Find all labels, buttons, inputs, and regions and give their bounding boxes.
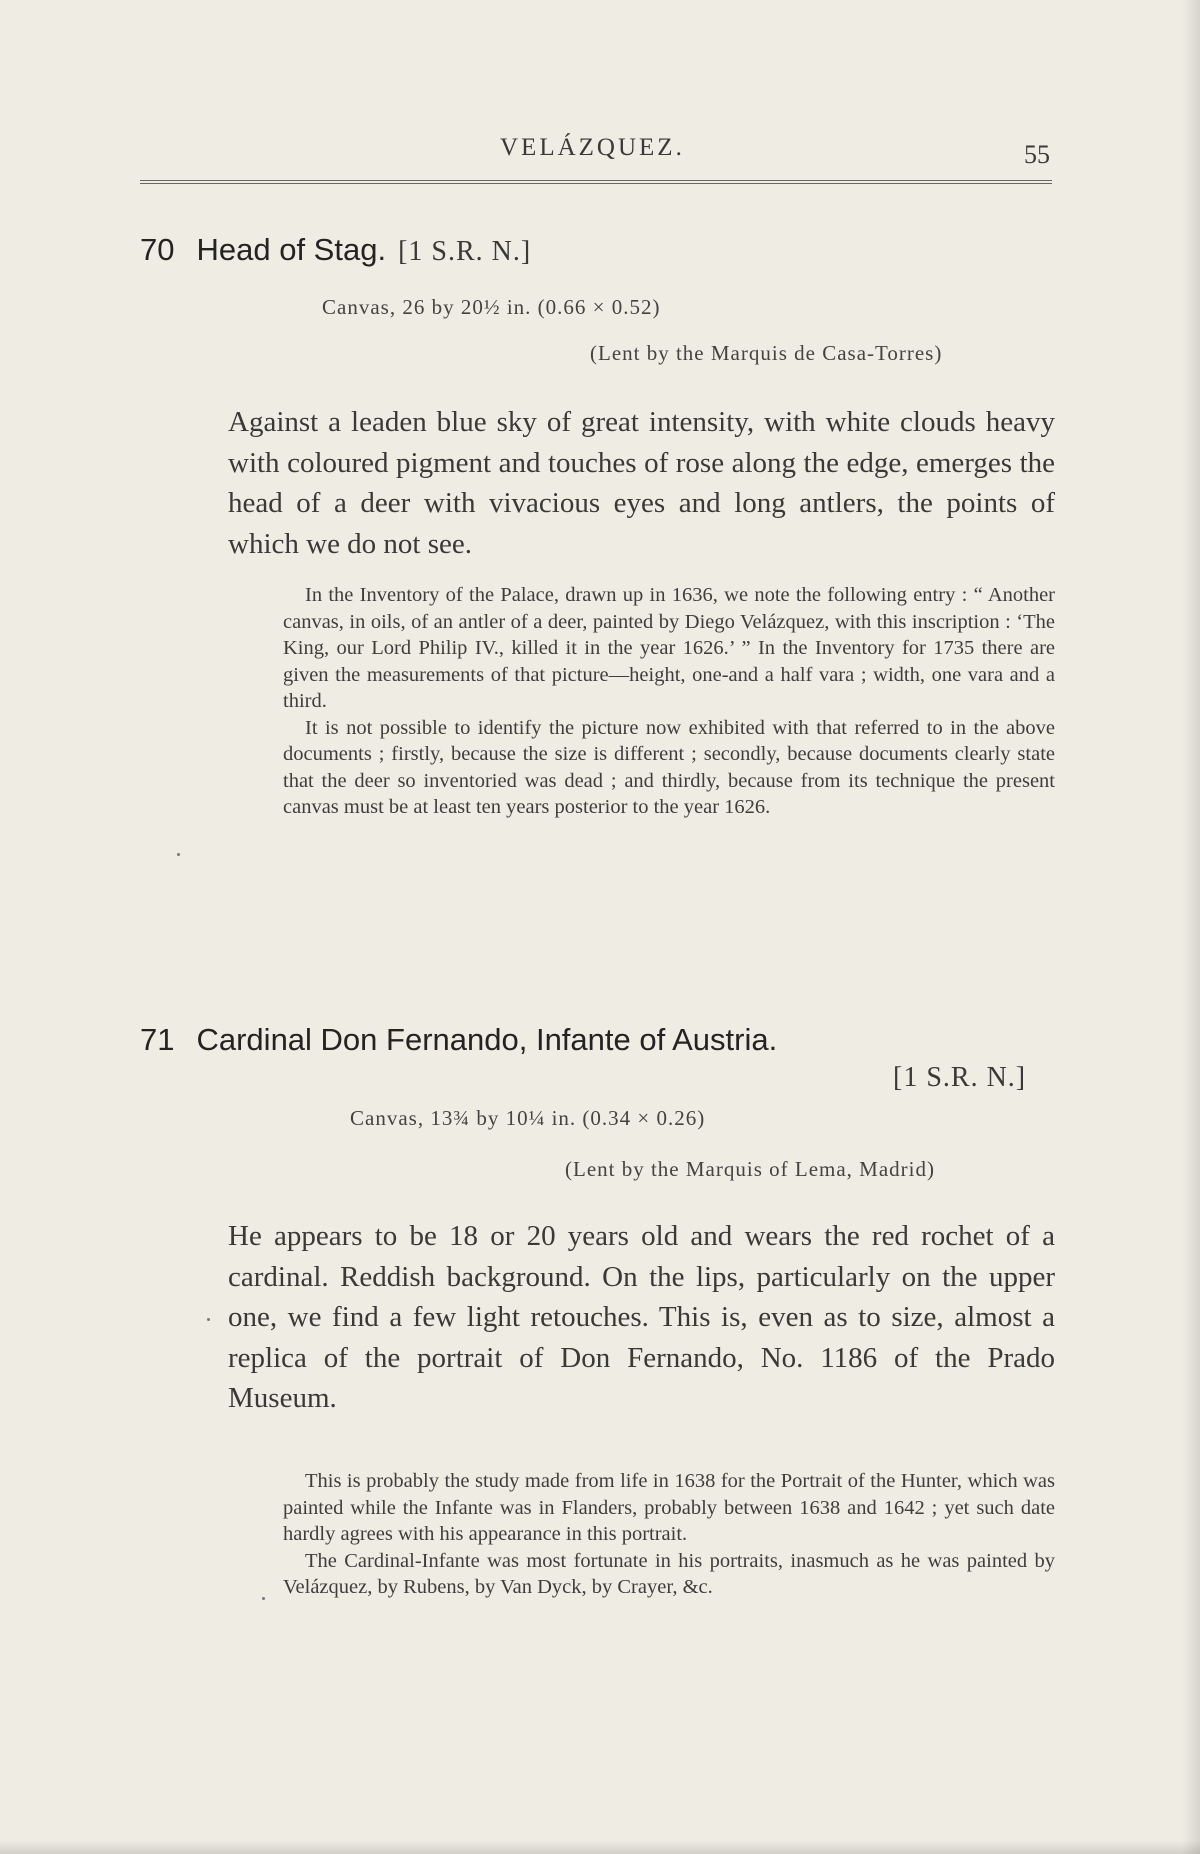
entry-71-notes (283, 1468, 1055, 1601)
entry-71-note: This is probably the study made from life in 1638 for the Portrait of the Hunter, which was painted while the Infante was in Flanders, probably between 1638 and 1642 ; yet such date hardly agrees with his appearance in this portrait. (283, 1470, 1055, 1545)
entry-70-description: Against a leaden blue sky of great intensity, with white clouds heavy with coloured pigment and touches of rose along the edge, emerges the head of a deer with vivacious eyes and long antlers, the points of which we do not see. (228, 406, 1055, 560)
speck (262, 1597, 265, 1600)
entry-70-lender: (Lent by the Marquis de Casa-Torres) (590, 341, 943, 365)
entry-71-reference: [1 S.R. N.] (893, 1062, 1027, 1093)
page-bottom-shadow (0, 1840, 1200, 1854)
page-number: 55 (1024, 140, 1050, 169)
entry-71-medium: Canvas, 13¾ by 10¼ in. (0.34 × 0.26) (350, 1106, 706, 1130)
entry-71-lender: (Lent by the Marquis of Lema, Madrid) (565, 1157, 935, 1181)
speck (177, 853, 180, 856)
entry-70-medium: Canvas, 26 by 20½ in. (0.66 × 0.52) (322, 295, 661, 319)
entry-70-note: It is not possible to identify the picture now exhibited with that referred to in the above documents ; firstly, because the size is different ; secondly, because documents clearly state that the deer so inventoried was dead ; and thirdly, because from its technique the present canvas must be at least ten years posterior to the year 1626. (283, 716, 1055, 818)
page-edge-shadow (1182, 0, 1200, 1854)
entry-70-note: In the Inventory of the Palace, drawn up in 1636, we note the following entry : “ Another canvas, in oils, of an antler of a deer, painted by Diego Velázquez, with this inscription : ‘The King, our Lord Philip IV., killed it in the year 1626.’ ” In the Inventory for 1735 there are given the measurements of that picture—height, one-and a half vara ; width, one vara and a third. (283, 584, 1055, 712)
header-rule (140, 180, 1052, 184)
entry-title: Head of Stag. (196, 232, 387, 267)
entry-reference: [1 S.R. N.] (398, 236, 532, 267)
entry-70-notes (283, 582, 1055, 821)
running-title: VELÁZQUEZ. (500, 134, 685, 161)
entry-71-note: The Cardinal-Infante was most fortunate in his portraits, inasmuch as he was painted by Velázquez, by Rubens, by Van Dyck, by Crayer, &c. (283, 1549, 1055, 1598)
entry-number: 71 (140, 1022, 175, 1057)
speck (207, 1318, 210, 1321)
entry-71-description: He appears to be 18 or 20 years old and wears the red rochet of a cardinal. Reddish background. On the lips, particularly on the upper one, we find a few light retouches. This is, even as to size, almost a replica of the portrait of Don Fernando, No. 1186 of the Prado Museum. (228, 1220, 1055, 1414)
entry-71-heading (140, 1022, 777, 1058)
entry-title: Cardinal Don Fernando, Infante of Austria. (196, 1022, 778, 1057)
entry-number: 70 (140, 232, 175, 267)
entry-70-heading (140, 232, 531, 268)
